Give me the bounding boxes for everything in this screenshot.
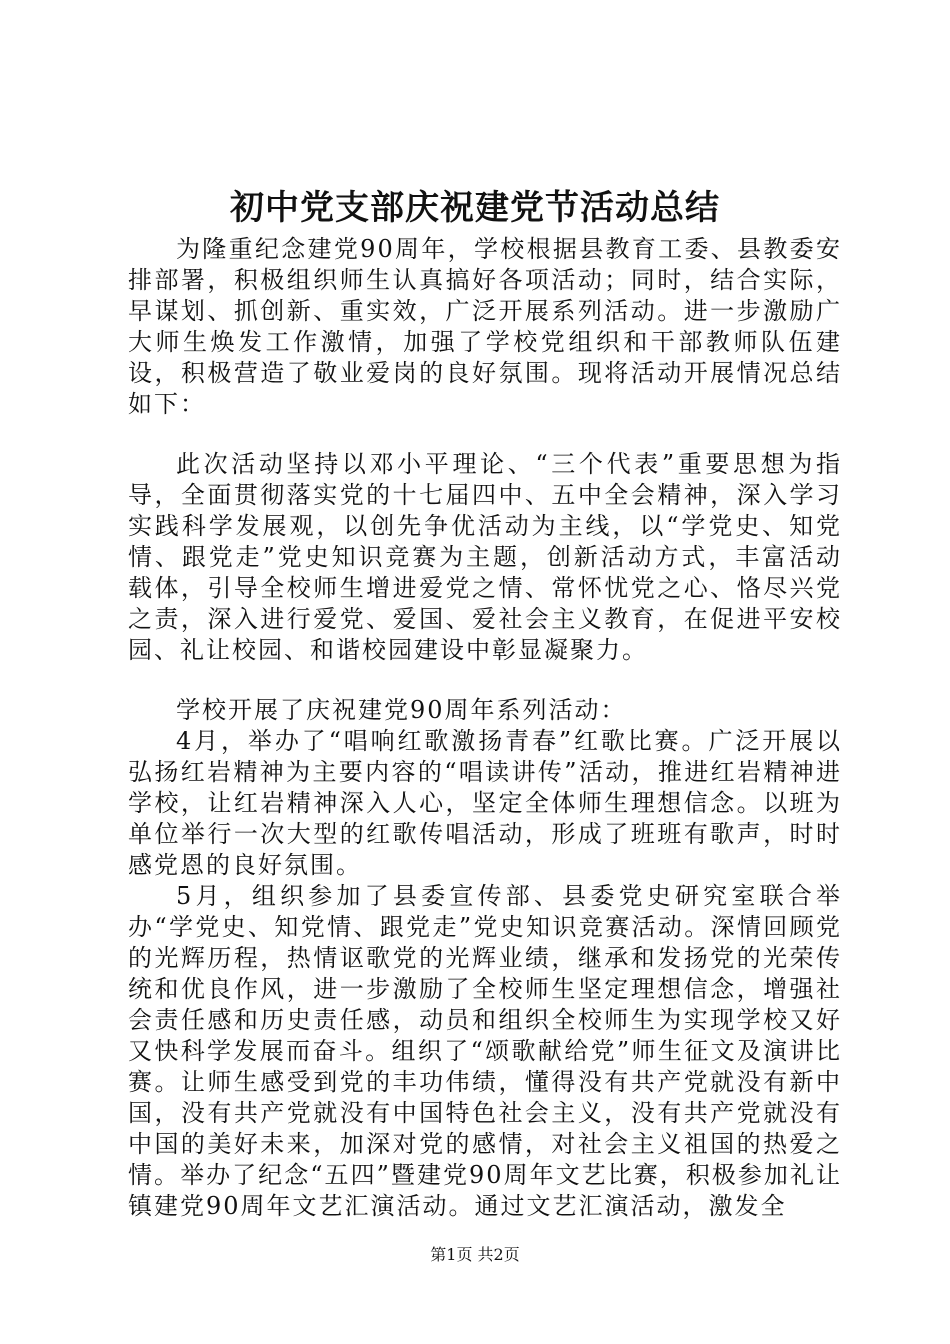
- paragraph-series-intro: 学校开展了庆祝建党90周年系列活动：: [176, 696, 627, 724]
- paragraph-april-activity: 4月，举办了“唱响红歌激扬青春”红歌比赛。广泛开展以弘扬红岩精神为主要内容的“唱读讲传”活动，推进红岩精神进学校，让红岩精神深入人心，坚定全体师生理想信念。以班为单位举行一次大型的红歌传唱活动，形成了班班有歌声，时时感党恩的良好氛围。: [128, 727, 842, 879]
- paragraph-guiding-principles: 此次活动坚持以邓小平理论、“三个代表”重要思想为指导，全面贯彻落实党的十七届四中、五中全会精神，深入学习实践科学发展观，以创先争优活动为主线，以“学党史、知党情、跟党走”党史知识竞赛为主题，创新活动方式，丰富活动载体，引导全校师生增进爱党之情、常怀忧党之心、恪尽兴党之责，深入进行爱党、爱国、爱社会主义教育，在促进平安校园、礼让校园、和谐校园建设中彰显凝聚力。: [128, 450, 842, 664]
- document-title: 初中党支部庆祝建党节活动总结: [230, 188, 720, 228]
- document-body: [128, 234, 842, 1222]
- paragraph-spacer: [128, 666, 842, 695]
- paragraph-may-activity: 5月，组织参加了县委宣传部、县委党史研究室联合举办“学党史、知党情、跟党走”党史知识竞赛活动。深情回顾党的光辉历程，热情讴歌党的光辉业绩，继承和发扬党的光荣传统和优良作风，进一步激励了全校师生坚定理想信念，增强社会责任感和历史责任感，动员和组织全校师生为实现学校又好又快科学发展而奋斗。组织了“颂歌献给党”师生征文及演讲比赛。让师生感受到党的丰功伟绩，懂得没有共产党就没有新中国，没有共产党就没有中国特色社会主义，没有共产党就没有中国的美好未来，加深对党的感情，对社会主义祖国的热爱之情。举办了纪念“五四”暨建党90周年文艺比赛，积极参加礼让镇建党90周年文艺汇演活动。通过文艺汇演活动，激发全: [128, 882, 842, 1220]
- page-number-footer: 第1页 共2页: [430, 1245, 520, 1264]
- paragraph-intro: 为隆重纪念建党90周年，学校根据县教育工委、县教委安排部署，积极组织师生认真搞好各项活动；同时，结合实际，早谋划、抓创新、重实效，广泛开展系列活动。进一步激励广大师生焕发工作激情，加强了学校党组织和干部教师队伍建设，积极营造了敬业爱岗的良好氛围。现将活动开展情况总结如下：: [128, 235, 842, 418]
- paragraph-spacer: [128, 420, 842, 449]
